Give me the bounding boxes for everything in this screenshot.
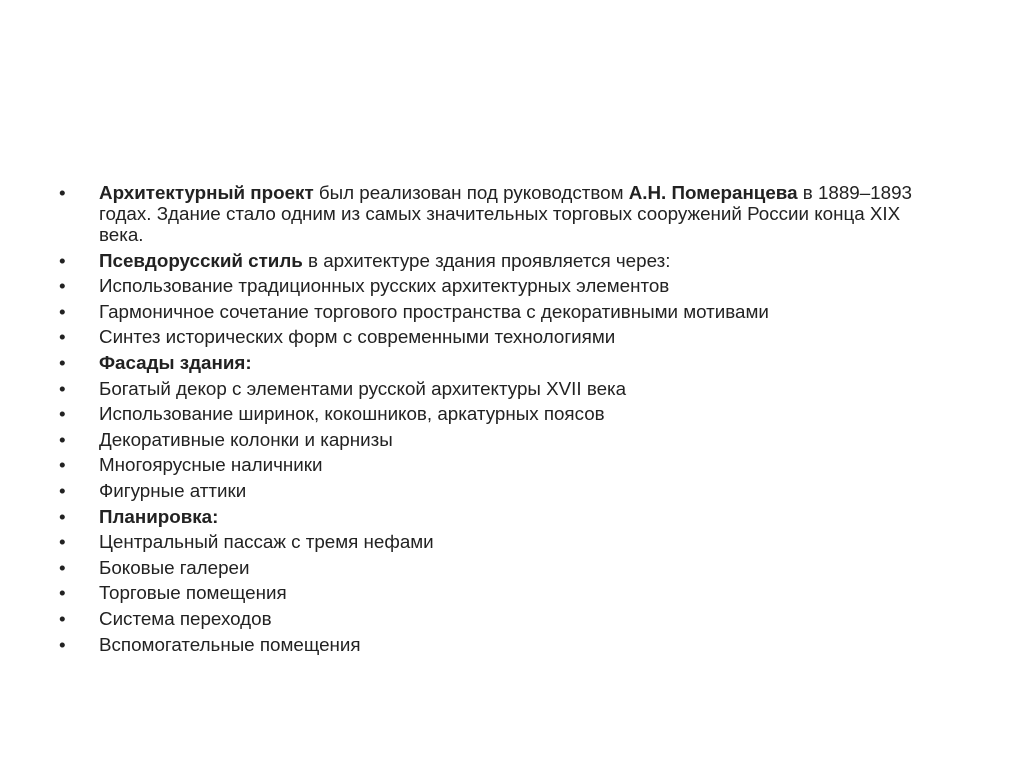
bullet-list [0,182,912,655]
bullet-icon: • [59,531,66,553]
intro-text-1: был реализован под руководством [313,182,629,203]
plan-point: Боковые галереи [99,556,250,578]
list-item-intro [0,182,912,245]
intro-line-1 [99,182,912,203]
list-item [0,634,912,655]
list-item [0,275,912,296]
list-item-plan-heading [0,506,912,527]
bullet-icon: • [59,326,66,348]
bullet-icon: • [59,351,66,373]
bullet-icon: • [59,275,66,297]
bullet-icon: • [59,428,66,450]
style-point: Использование традиционных русских архитектурных элементов [99,275,670,297]
intro-line-3: века. [99,224,144,245]
plan-point: Система переходов [99,607,272,629]
plan-point: Вспомогательные помещения [99,633,361,655]
facades-point: Богатый декор с элементами русской архитектуры XVII века [99,377,627,399]
facades-point: Многоярусные наличники [99,454,323,476]
bullet-icon: • [59,300,66,322]
list-item [0,326,912,347]
list-item [0,480,912,501]
list-item [0,301,912,322]
plan-point: Торговые помещения [99,582,287,604]
facades-point: Использование ширинок, кокошников, аркатурных поясов [99,403,605,425]
bullet-icon: • [59,607,66,629]
list-item [0,608,912,629]
list-item [0,557,912,578]
bullet-icon: • [59,249,66,271]
intro-text-2: в 1889–1893 [797,182,912,203]
bullet-icon: • [59,479,66,501]
facades-point: Фигурные аттики [99,479,247,501]
list-item-facades-heading [0,352,912,373]
bullet-icon: • [59,403,66,425]
bullet-icon: • [59,582,66,604]
list-item [0,531,912,552]
plan-point: Центральный пассаж с тремя нефами [99,531,434,553]
list-item [0,403,912,424]
list-item [0,378,912,399]
bullet-icon: • [59,556,66,578]
facades-heading: Фасады здания: [99,351,252,373]
intro-bold-project: Архитектурный проект [99,182,314,203]
style-point: Гармоничное сочетание торгового пространства с декоративными мотивами [99,300,769,322]
style-text: в архитектуре здания проявляется через: [302,249,671,271]
intro-bold-architect: А.Н. Померанцева [628,182,798,203]
plan-heading: Планировка: [99,505,219,527]
bullet-icon: • [59,633,66,655]
list-item-style-heading [0,250,912,271]
facades-point: Декоративные колонки и карнизы [99,428,393,450]
bullet-icon: • [59,377,66,399]
list-item [0,429,912,450]
list-item [0,582,912,603]
bullet-icon: • [59,454,66,476]
bullet-icon: • [59,505,66,527]
list-item [0,454,912,475]
bullet-icon: • [59,182,66,203]
intro-line-2: годах. Здание стало одним из самых значительных торговых сооружений России конца XIX [99,203,901,224]
style-point: Синтез исторических форм с современными технологиями [99,326,616,348]
style-heading: Псевдорусский стиль [99,249,303,271]
